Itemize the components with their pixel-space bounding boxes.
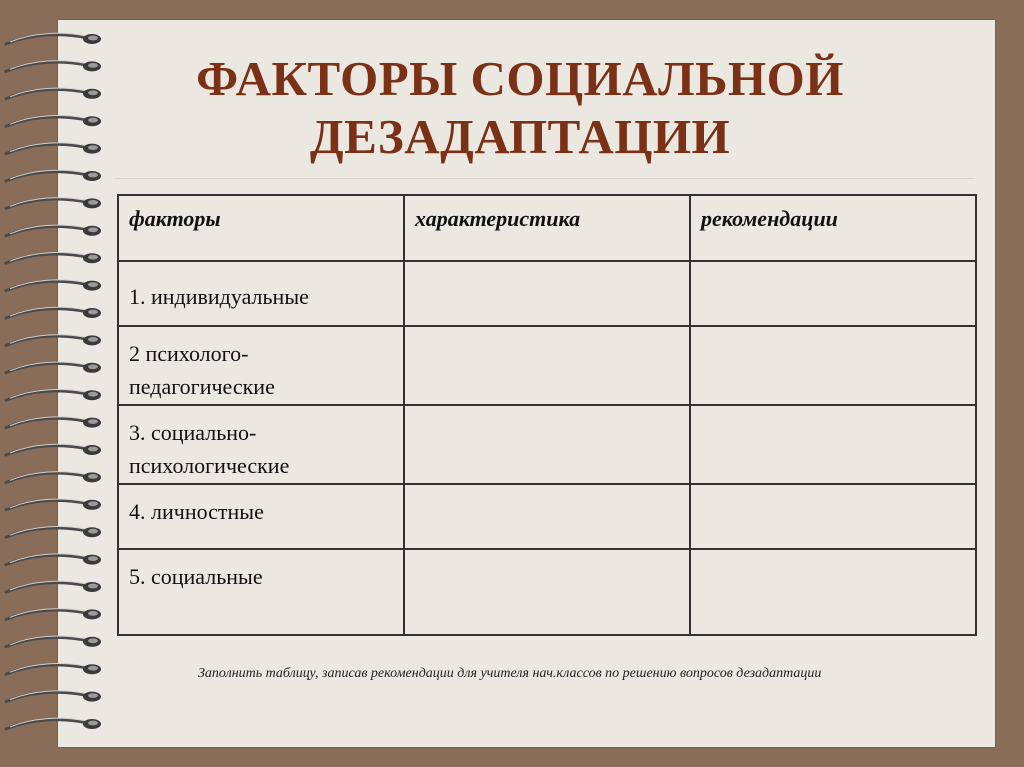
characteristic-value bbox=[405, 550, 689, 560]
spiral-hole-highlight bbox=[88, 173, 98, 178]
spiral-hole-highlight bbox=[88, 419, 98, 424]
spiral-hole-highlight bbox=[88, 584, 98, 589]
factor-cell bbox=[118, 484, 404, 549]
characteristic-cell bbox=[404, 261, 690, 326]
header-label: рекомендации bbox=[701, 206, 838, 231]
table-row bbox=[118, 484, 976, 549]
factor-label: 3. социально-психологические bbox=[129, 420, 290, 478]
spiral-hole-highlight bbox=[88, 90, 98, 95]
recommendation-value bbox=[691, 550, 975, 560]
instruction-note: Заполнить таблицу, записав рекомендации для учителя нач.классов по решению вопросов дезадаптации bbox=[198, 666, 822, 681]
characteristic-value bbox=[405, 485, 689, 495]
characteristic-value bbox=[405, 406, 689, 416]
ruled-line bbox=[115, 178, 975, 179]
spiral-hole-highlight bbox=[88, 282, 98, 287]
recommendation-value bbox=[691, 485, 975, 495]
table-header-row bbox=[118, 195, 976, 261]
characteristic-value bbox=[405, 262, 689, 280]
spiral-hole-highlight bbox=[88, 145, 98, 150]
header-label: характеристика bbox=[415, 206, 581, 231]
table-row bbox=[118, 405, 976, 484]
spiral-hole-highlight bbox=[88, 392, 98, 397]
spiral-hole-highlight bbox=[88, 200, 98, 205]
page-title bbox=[120, 50, 920, 166]
recommendation-value bbox=[691, 327, 975, 337]
factor-label: 4. личностные bbox=[129, 499, 264, 524]
table-row bbox=[118, 549, 976, 635]
recommendation-cell bbox=[690, 549, 976, 635]
header-cell-characteristic bbox=[404, 195, 690, 261]
spiral-hole-highlight bbox=[88, 474, 98, 479]
header-label: факторы bbox=[129, 206, 221, 231]
recommendation-cell bbox=[690, 405, 976, 484]
recommendation-cell bbox=[690, 261, 976, 326]
factor-label: 2 психолого-педагогические bbox=[129, 341, 275, 399]
recommendation-value bbox=[691, 262, 975, 280]
spiral-binding-icon bbox=[0, 28, 115, 748]
spiral-hole-highlight bbox=[88, 666, 98, 671]
factors-table bbox=[117, 194, 977, 636]
spiral-hole-highlight bbox=[88, 63, 98, 68]
header-cell-factors bbox=[118, 195, 404, 261]
factor-cell bbox=[118, 405, 404, 484]
spiral-hole-highlight bbox=[88, 556, 98, 561]
recommendation-cell bbox=[690, 326, 976, 405]
recommendation-value bbox=[691, 406, 975, 416]
characteristic-cell bbox=[404, 484, 690, 549]
spiral-hole-highlight bbox=[88, 227, 98, 232]
characteristic-value bbox=[405, 327, 689, 337]
spiral-hole-highlight bbox=[88, 529, 98, 534]
spiral-hole-highlight bbox=[88, 638, 98, 643]
header-cell-recommendations bbox=[690, 195, 976, 261]
spiral-hole-highlight bbox=[88, 693, 98, 698]
title-line-2: ДЕЗАДАПТАЦИИ bbox=[309, 109, 731, 164]
recommendation-cell bbox=[690, 484, 976, 549]
spiral-hole-highlight bbox=[88, 310, 98, 315]
spiral-hole-highlight bbox=[88, 364, 98, 369]
factor-label: 5. социальные bbox=[129, 564, 263, 589]
table-row bbox=[118, 261, 976, 326]
spiral-hole-highlight bbox=[88, 611, 98, 616]
characteristic-cell bbox=[404, 405, 690, 484]
table-row bbox=[118, 326, 976, 405]
factor-cell bbox=[118, 326, 404, 405]
spiral-hole-highlight bbox=[88, 118, 98, 123]
spiral-hole-highlight bbox=[88, 721, 98, 726]
factor-cell bbox=[118, 261, 404, 326]
spiral-hole-highlight bbox=[88, 337, 98, 342]
characteristic-cell bbox=[404, 549, 690, 635]
spiral-hole-highlight bbox=[88, 36, 98, 41]
factor-cell bbox=[118, 549, 404, 635]
spiral-hole-highlight bbox=[88, 255, 98, 260]
characteristic-cell bbox=[404, 326, 690, 405]
spiral-hole-highlight bbox=[88, 501, 98, 506]
spiral-hole-highlight bbox=[88, 447, 98, 452]
factor-label: 1. индивидуальные bbox=[129, 284, 309, 309]
title-line-1: ФАКТОРЫ СОЦИАЛЬНОЙ bbox=[196, 51, 844, 106]
